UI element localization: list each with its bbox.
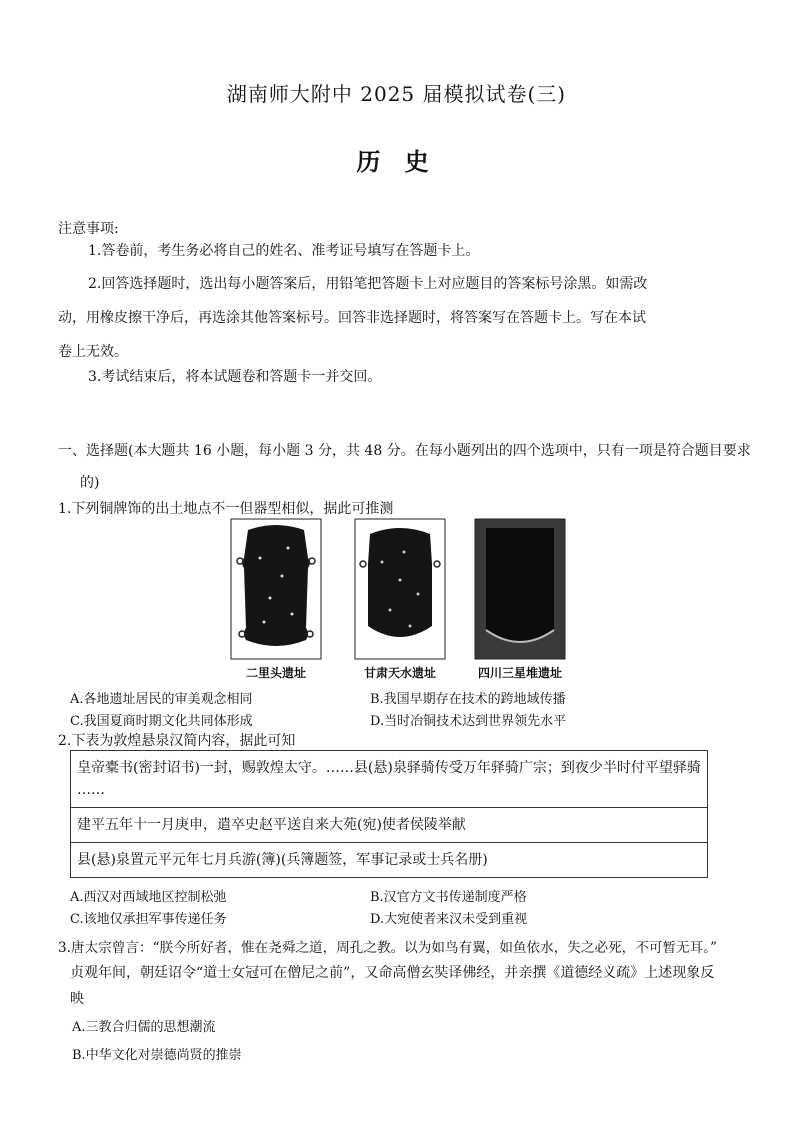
q2-option-a: A.西汉对西域地区控制松弛 (70, 890, 227, 905)
table-cell-text: 皇帝橐书(密封诏书)一封，赐敦煌太守。……县(悬)泉驿骑传受万年驿骑广宗；到夜少半时付平望驿骑 (77, 760, 701, 776)
table-row (71, 843, 708, 878)
bronze-plaque-image (474, 518, 566, 660)
q2-option-b: B.汉官方文书传递制度严格 (370, 890, 527, 905)
q1-option-b: B.我国早期存在技术的跨地域传播 (370, 692, 566, 707)
table-row (71, 808, 708, 843)
q1-figures (228, 518, 568, 680)
q3-stem-line-3: 映 (70, 991, 84, 1007)
q2-table (70, 750, 708, 878)
section-heading-cont: 的) (80, 475, 100, 491)
q1-option-c: C.我国夏商时期文化共同体形成 (70, 714, 253, 729)
figure-caption: 二里头遗址 (245, 666, 306, 680)
q1-option-d: D.当时冶铜技术达到世界领先水平 (370, 714, 567, 729)
q2-option-c: C.该地仅承担军事传递任务 (70, 912, 227, 927)
table-cell-text: 建平五年十一月庚申，遣卒史赵平送自来大苑(宛)使者侯陵举献 (77, 817, 466, 833)
bronze-plaque-image (354, 518, 446, 660)
notice-item-2-line-3: 卷上无效。 (58, 344, 128, 360)
notice-item-1: 1.答卷前，考生务必将自己的姓名、准考证号填写在答题卡上。 (88, 243, 480, 259)
table-cell (71, 808, 708, 843)
notice-heading: 注意事项: (58, 221, 119, 237)
exam-title: 湖南师大附中 2025 届模拟试卷(三) (226, 82, 567, 106)
q2-option-d: D.大宛使者来汉未受到重视 (370, 912, 528, 927)
notice-item-2-line-1: 2.回答选择题时，选出每小题答案后，用铅笔把答题卡上对应题目的答案标号涂黑。如需改 (88, 276, 648, 292)
q1-option-a: A.各地遗址居民的审美观念相同 (70, 692, 253, 707)
figure-caption: 四川三星堆遗址 (477, 666, 562, 680)
section-heading: 一、选择题(本大题共 16 小题，每小题 3 分，共 48 分。在每小题列出的四个选项中，只有一项是符合题目要求 (58, 443, 751, 459)
table-cell (71, 843, 708, 878)
q1-stem: 1.下列铜牌饰的出土地点不一但器型相似，据此可推测 (58, 501, 394, 517)
q2-stem: 2.下表为敦煌悬泉汉简内容，据此可知 (58, 733, 296, 749)
q3-option-b: B.中华文化对崇德尚贤的推崇 (72, 1048, 242, 1063)
table-row (71, 751, 708, 808)
q3-option-a: A.三教合归儒的思想潮流 (72, 1020, 216, 1035)
q3-stem-line-2: 贞观年间，朝廷诏令“道士女冠可在僧尼之前”，又命高僧玄奘译佛经，并亲撰《道德经义疏》上述现象反 (70, 965, 715, 981)
notice-item-3: 3.考试结束后，将本试题卷和答题卡一并交回。 (88, 369, 382, 385)
figure-caption: 甘肃天水遗址 (363, 666, 436, 680)
q3-stem-line-1: 3.唐太宗曾言：“朕今所好者，惟在尧舜之道，周孔之教。以为如鸟有翼，如鱼依水，失之必死，不可暂无耳。” (58, 940, 717, 956)
table-cell-text: …… (77, 782, 105, 798)
table-cell-text: 县(悬)泉置元平元年七月兵游(簿)(兵簿题签，军事记录或士兵名册) (77, 852, 488, 868)
bronze-plaque-image (230, 518, 322, 660)
notice-item-2-line-2: 动，用橡皮擦干净后，再选涂其他答案标号。回答非选择题时，将答案写在答题卡上。写在本试 (58, 310, 646, 326)
subject-title: 历 史 (356, 147, 437, 176)
table-cell (71, 751, 708, 808)
